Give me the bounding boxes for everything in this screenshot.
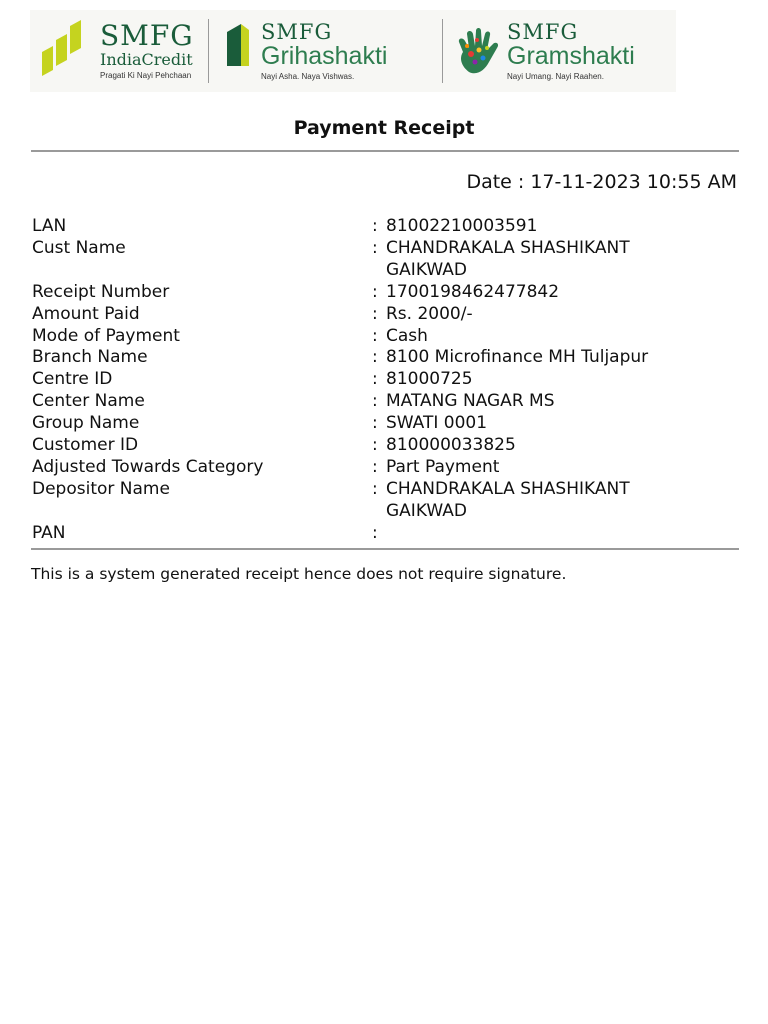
indiacredit-brand: SMFG	[100, 19, 194, 52]
grihashakti-brand: SMFG	[261, 19, 333, 44]
detail-label: Receipt Number	[32, 281, 170, 302]
receipt-details	[32, 216, 742, 545]
detail-row	[32, 304, 742, 326]
grihashakti-text	[261, 19, 388, 81]
gramshakti-tagline: Nayi Umang. Nayi Raahen.	[507, 71, 604, 81]
gramshakti-brand: SMFG	[507, 19, 579, 44]
detail-value: Part Payment	[386, 456, 500, 477]
detail-label: Depositor Name	[32, 478, 170, 499]
indiacredit-tagline: Pragati Ki Nayi Pehchaan	[100, 71, 192, 80]
logo-grihashakti	[209, 10, 442, 92]
grihashakti-tagline: Nayi Asha. Naya Vishwas.	[261, 71, 355, 81]
detail-row	[32, 326, 742, 348]
logo-indiacredit	[30, 10, 208, 92]
detail-colon: :	[372, 413, 378, 434]
detail-label: Centre ID	[32, 369, 113, 390]
detail-label: Customer ID	[32, 435, 139, 456]
indiacredit-text	[100, 19, 194, 80]
detail-value: Cash	[386, 325, 428, 346]
detail-row	[32, 216, 742, 238]
detail-row	[32, 369, 742, 391]
receipt-footer-note: This is a system generated receipt hence does not require signature.	[31, 565, 567, 583]
detail-value: SWATI 0001	[386, 413, 488, 434]
receipt-date: Date : 17-11-2023 10:55 AM	[466, 171, 737, 193]
grihashakti-name: Grihashakti	[261, 41, 388, 70]
detail-value: 810000033825	[386, 435, 516, 456]
gramshakti-hand-icon	[443, 10, 507, 92]
detail-label: Mode of Payment	[32, 325, 180, 346]
detail-value: MATANG NAGAR MS	[386, 391, 555, 412]
detail-colon: :	[372, 216, 378, 236]
logo-bar	[30, 10, 676, 92]
detail-colon: :	[372, 435, 378, 456]
detail-label: PAN	[32, 522, 66, 543]
detail-colon: :	[372, 369, 378, 390]
detail-value: CHANDRAKALA SHASHIKANT GAIKWAD	[386, 478, 630, 521]
detail-row	[32, 347, 742, 369]
detail-label: Branch Name	[32, 347, 148, 368]
detail-label: Amount Paid	[32, 303, 140, 324]
detail-row	[32, 391, 742, 413]
detail-value: 8100 Microfinance MH Tuljapur	[386, 347, 649, 368]
detail-value: 1700198462477842	[386, 281, 560, 302]
detail-value: Rs. 2000/-	[386, 303, 473, 324]
indiacredit-name: IndiaCredit	[100, 50, 193, 69]
detail-value: CHANDRAKALA SHASHIKANT GAIKWAD	[386, 237, 630, 280]
detail-value: 81002210003591	[386, 216, 538, 236]
detail-value: 81000725	[386, 369, 473, 390]
indiacredit-mark-icon	[30, 10, 100, 92]
detail-colon: :	[372, 347, 378, 368]
detail-label: Center Name	[32, 391, 145, 412]
detail-row	[32, 523, 742, 545]
grihashakti-house-icon	[209, 10, 261, 92]
bottom-divider	[31, 548, 739, 550]
detail-colon: :	[372, 456, 378, 477]
top-divider	[31, 150, 739, 152]
detail-colon: :	[372, 325, 378, 346]
detail-label: LAN	[32, 216, 67, 236]
detail-label: Group Name	[32, 413, 140, 434]
detail-row	[32, 238, 742, 282]
detail-value	[386, 523, 742, 545]
detail-row	[32, 457, 742, 479]
detail-row	[32, 435, 742, 457]
detail-label: Adjusted Towards Category	[32, 456, 264, 477]
detail-row	[32, 282, 742, 304]
receipt-title: Payment Receipt	[293, 117, 475, 139]
detail-colon: :	[372, 522, 378, 543]
detail-colon: :	[372, 281, 378, 302]
detail-row	[32, 413, 742, 435]
detail-label: Cust Name	[32, 237, 126, 258]
detail-colon: :	[372, 478, 378, 499]
detail-row	[32, 479, 742, 523]
logo-gramshakti	[443, 10, 676, 92]
detail-colon: :	[372, 237, 378, 258]
gramshakti-name: Gramshakti	[507, 41, 635, 70]
detail-colon: :	[372, 391, 378, 412]
gramshakti-text	[507, 19, 635, 81]
detail-colon: :	[372, 303, 378, 324]
